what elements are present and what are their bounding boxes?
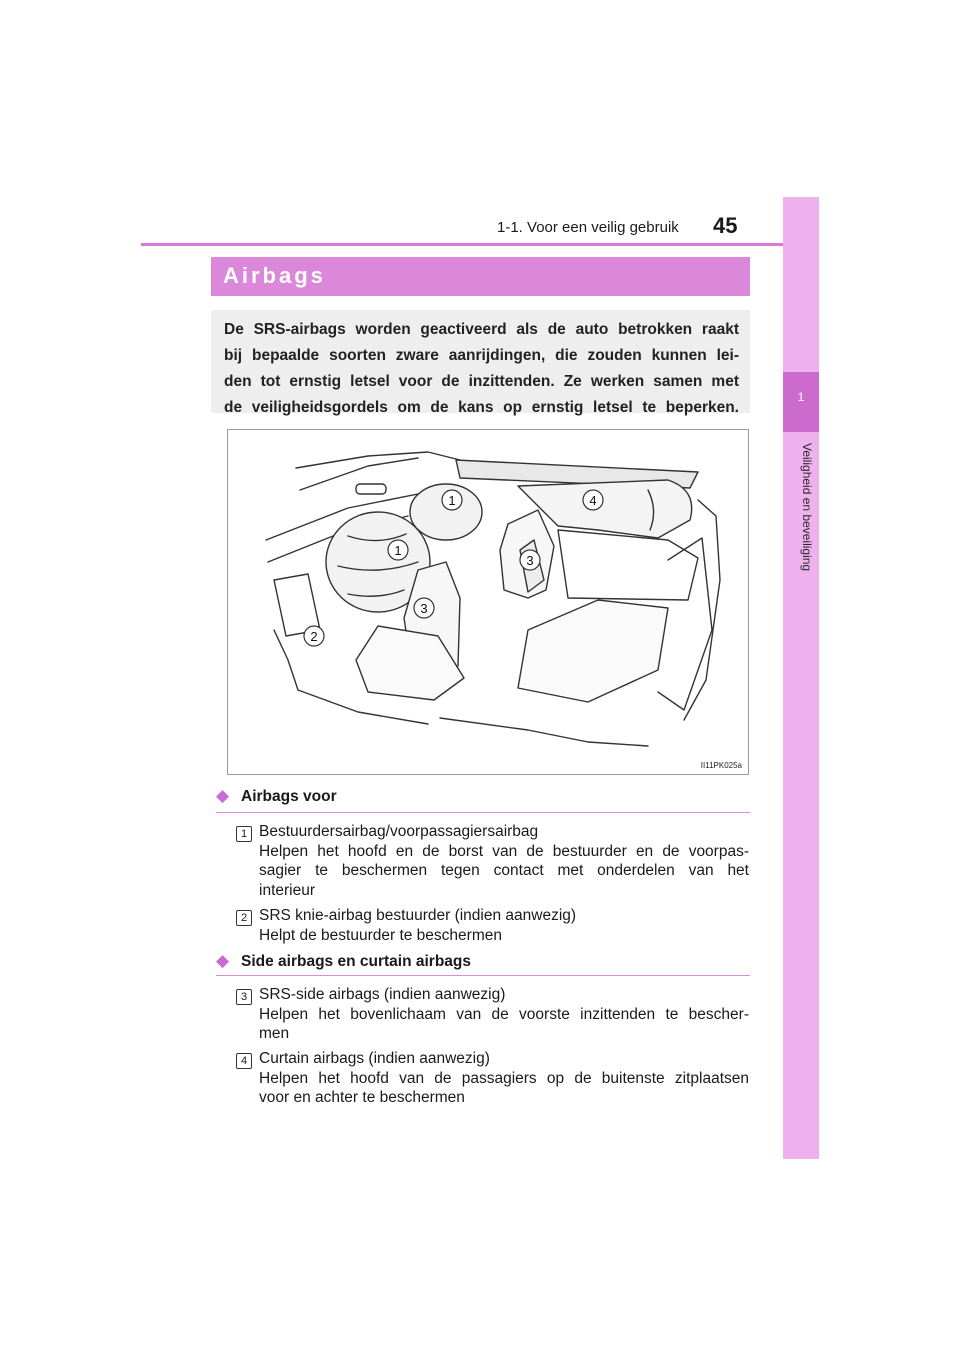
callout-3a: 3 — [420, 601, 428, 616]
item-title: Bestuurdersairbag/voorpassagiersairbag — [259, 823, 539, 840]
intro-line: den tot ernstig letsel voor de inzittenden. Ze werken samen met — [224, 373, 739, 390]
item-number-badge: 2 — [236, 910, 252, 926]
item-description-line: interieur — [259, 881, 315, 899]
item-title: Curtain airbags (indien aanwezig) — [259, 1050, 490, 1067]
header-rule — [141, 243, 819, 246]
item-description-line: Helpen het hoofd van de passagiers op de buitenste zitplaatsen — [259, 1069, 749, 1087]
subsection-rule — [216, 812, 750, 813]
section-title: Airbags — [223, 263, 326, 288]
chapter-number: 1 — [797, 390, 805, 404]
item-description-line: Helpt de bestuurder te beschermen — [259, 926, 502, 944]
list-item — [259, 985, 749, 1044]
diamond-bullet-icon: ◆ — [216, 786, 230, 805]
item-description-line: Helpen het hoofd en de borst van de bestuurder en de voorpas- — [259, 842, 749, 860]
callout-2: 2 — [310, 629, 318, 644]
item-description-line: sagier te beschermen tegen contact met onderdelen van het — [259, 862, 749, 879]
item-number-badge: 4 — [236, 1053, 252, 1069]
callout-1a: 1 — [448, 493, 456, 508]
item-number-badge: 1 — [236, 826, 252, 842]
list-item — [259, 906, 749, 945]
callout-3b: 3 — [526, 553, 534, 568]
chapter-title: 1-1. Voor een veilig gebruik — [497, 219, 679, 236]
item-number-badge: 3 — [236, 989, 252, 1005]
list-item — [259, 1049, 749, 1108]
item-title: SRS-side airbags (indien aanwezig) — [259, 986, 506, 1003]
item-title: SRS knie-airbag bestuurder (indien aanwezig) — [259, 907, 577, 924]
intro-line: de veiligheidsgordels om de kans op ernstig letsel te beperken. — [224, 399, 739, 416]
subsection-heading: Side airbags en curtain airbags — [241, 953, 471, 970]
chapter-side-tab — [783, 197, 819, 1159]
car-interior-drawing — [228, 430, 748, 774]
item-description-line: Helpen het bovenlichaam van de voorste inzittenden te bescher- — [259, 1005, 749, 1023]
chapter-side-label: Veiligheid en beveiliging — [800, 443, 814, 572]
intro-line: De SRS-airbags worden geactiveerd als de auto betrokken raakt — [224, 321, 739, 338]
item-description-line: voor en achter te beschermen — [259, 1089, 465, 1106]
callout-4: 4 — [589, 493, 597, 508]
item-description-line: men — [259, 1025, 290, 1042]
diamond-bullet-icon: ◆ — [216, 951, 230, 970]
callout-1b: 1 — [394, 543, 402, 558]
page-number: 45 — [713, 213, 738, 238]
subsection-heading: Airbags voor — [241, 788, 337, 805]
airbag-illustration — [227, 429, 749, 775]
subsection-rule — [216, 975, 750, 976]
list-item — [259, 822, 749, 900]
intro-box — [211, 310, 750, 416]
intro-line: bij bepaalde soorten zware aanrijdingen, die zouden kunnen lei- — [224, 347, 739, 364]
figure-code: II11PK025a — [700, 761, 742, 770]
